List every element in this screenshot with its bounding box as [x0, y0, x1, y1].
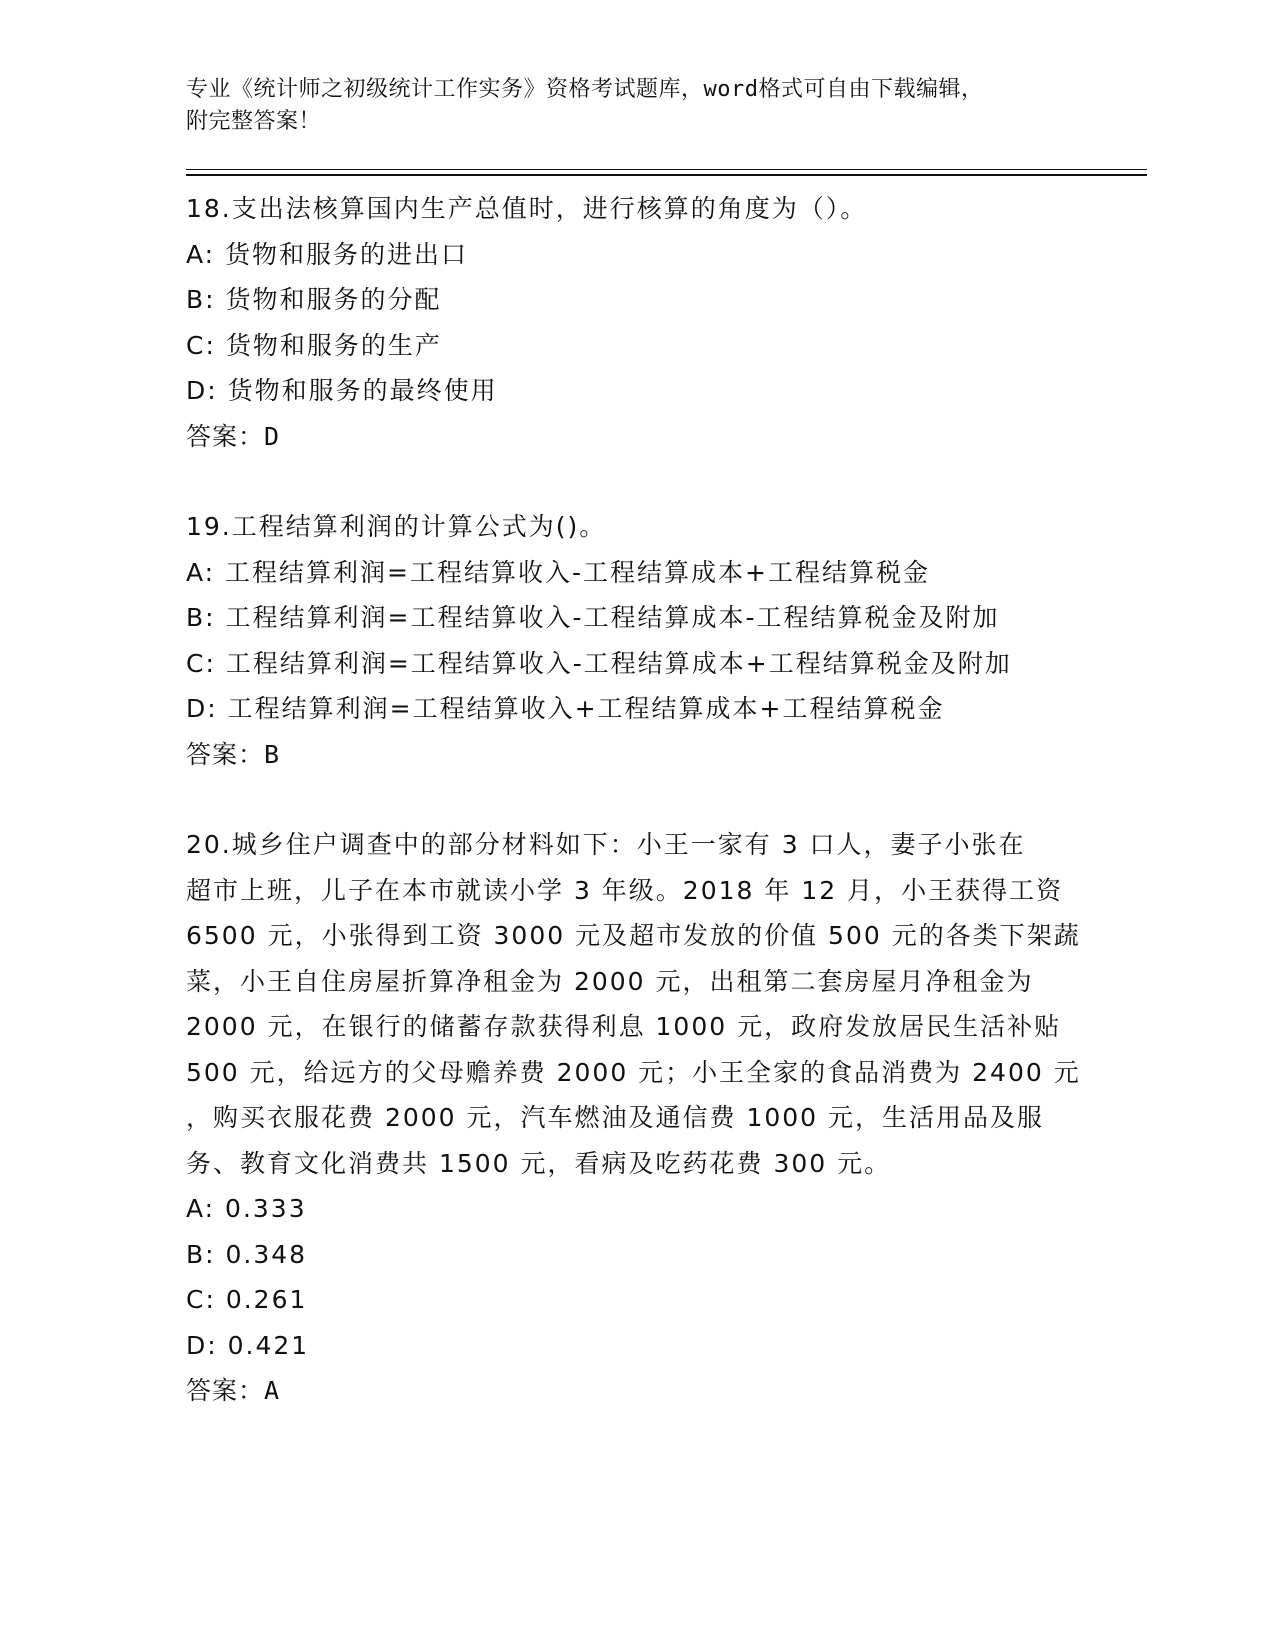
- header-line-2: 附完整答案！: [186, 109, 322, 134]
- option-c: C: 货物和服务的生产: [186, 330, 442, 360]
- option-c: C: 工程结算利润=工程结算收入-工程结算成本+工程结算税金及附加: [186, 648, 1012, 678]
- question-gap: [186, 777, 1086, 822]
- question-gap: [186, 459, 1086, 504]
- option-a: A: 工程结算利润=工程结算收入-工程结算成本+工程结算税金: [186, 557, 930, 587]
- question-stem-line: 超市上班，儿子在本市就读小学 3 年级。2018 年 12 月，小王获得工资: [186, 875, 1064, 905]
- option-b: B: 0.348: [186, 1239, 308, 1269]
- question-stem-line: 500 元，给远方的父母赡养费 2000 元；小王全家的食品消费为 2400 元: [186, 1057, 1081, 1087]
- question-stem-line: ，购买衣服花费 2000 元，汽车燃油及通信费 1000 元，生活用品及服: [186, 1103, 1045, 1132]
- answer-label: 答案：D: [186, 421, 281, 451]
- question-stem: 19.工程结算利润的计算公式为()。: [186, 512, 607, 541]
- header-rule-thin: [186, 169, 1147, 170]
- header-line-1: 专业《统计师之初级统计工作实务》资格考试题库，word格式可自由下载编辑，: [186, 77, 984, 102]
- option-d: D: 工程结算利润=工程结算收入+工程结算成本+工程结算税金: [186, 694, 945, 723]
- document-header: [186, 74, 1086, 138]
- answer-label: 答案：A: [186, 1376, 281, 1405]
- option-d: D: 货物和服务的最终使用: [186, 376, 498, 405]
- option-c: C: 0.261: [186, 1285, 308, 1314]
- header-rule-thick: [186, 174, 1147, 176]
- question-list: [186, 186, 1086, 1414]
- option-b: B: 货物和服务的分配: [186, 285, 442, 314]
- question-stem-line: 2000 元，在银行的储蓄存款获得利息 1000 元，政府发放居民生活补贴: [186, 1012, 1062, 1041]
- question-19: [186, 504, 1086, 777]
- question-20: [186, 822, 1086, 1414]
- question-stem-line: 6500 元，小张得到工资 3000 元及超市发放的价值 500 元的各类下架蔬: [186, 921, 1081, 950]
- answer-label: 答案：B: [186, 739, 281, 769]
- option-b: B: 工程结算利润=工程结算收入-工程结算成本-工程结算税金及附加: [186, 603, 1000, 632]
- option-a: A: 货物和服务的进出口: [186, 239, 469, 269]
- option-d: D: 0.421: [186, 1330, 310, 1360]
- question-18: [186, 186, 1086, 459]
- question-stem: 18.支出法核算国内生产总值时，进行核算的角度为（）。: [186, 194, 868, 223]
- question-stem-line: 菜，小王自住房屋折算净租金为 2000 元，出租第二套房屋月净租金为: [186, 966, 1034, 996]
- question-stem-line: 务、教育文化消费共 1500 元，看病及吃药花费 300 元。: [186, 1148, 892, 1178]
- question-stem-line: 20.城乡住户调查中的部分材料如下：小王一家有 3 口人，妻子小张在: [186, 830, 1026, 859]
- option-a: A: 0.333: [186, 1194, 307, 1223]
